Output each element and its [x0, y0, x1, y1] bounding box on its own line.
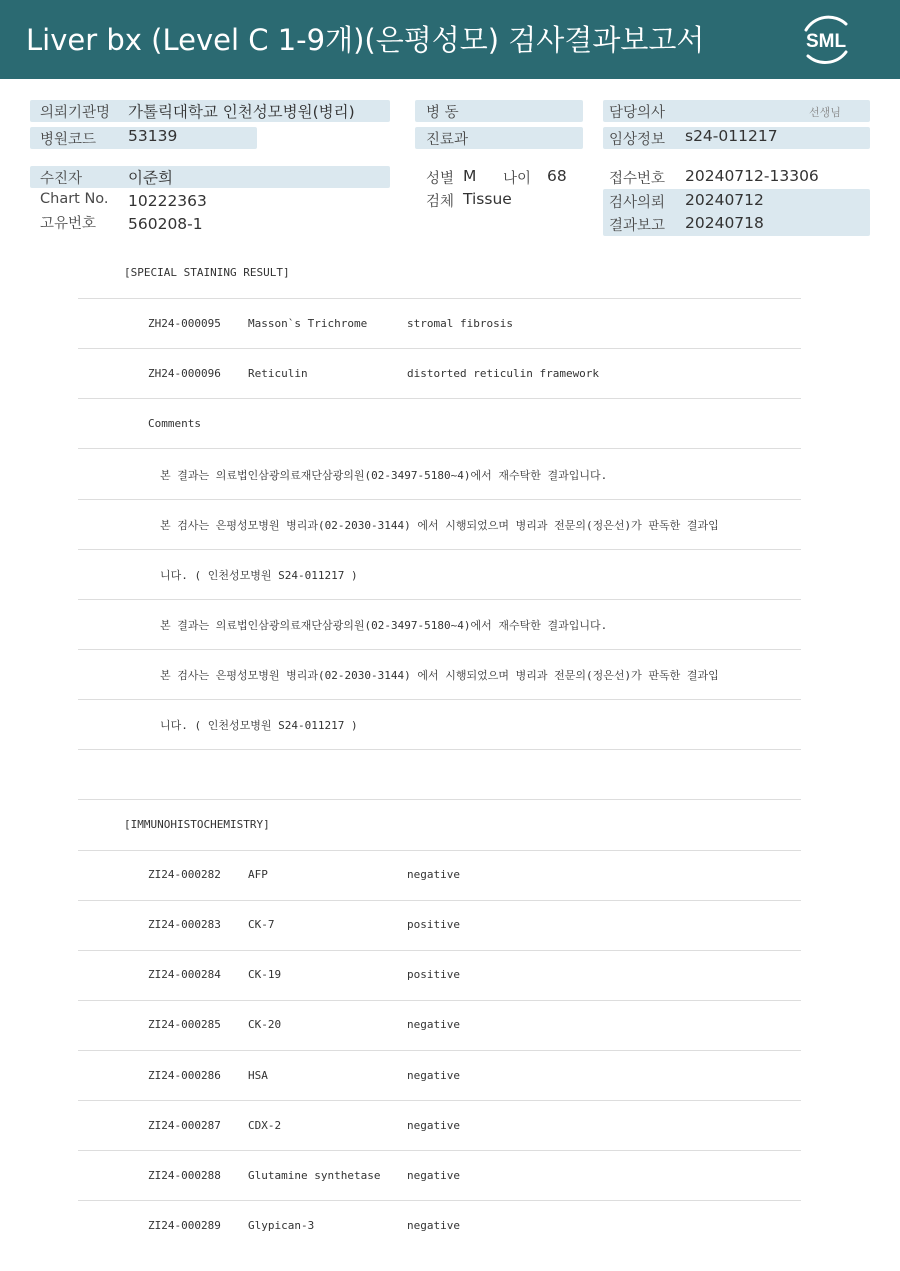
ihc-result: positive	[407, 968, 460, 981]
receipt-value: 20240712-13306	[685, 167, 819, 185]
divider	[78, 298, 801, 299]
specimen-label: 검체	[426, 194, 455, 210]
ihc-test: HSA	[248, 1069, 268, 1082]
age-value: 68	[547, 167, 567, 185]
ihc-code: ZI24-000288	[148, 1169, 221, 1182]
comment-line-4: 본 결과는 의료법인삼광의료재단삼광의원(02-3497-5180~4)에서 재수탁한 결과입니다.	[160, 619, 608, 632]
sml-logo	[796, 10, 856, 70]
age-label: 나이	[503, 171, 532, 187]
ihc-code: ZI24-000282	[148, 868, 221, 881]
comment-line-1: 본 결과는 의료법인삼광의료재단삼광의원(02-3497-5180~4)에서 재수탁한 결과입니다.	[160, 469, 608, 482]
ihc-code: ZI24-000285	[148, 1018, 221, 1031]
divider	[78, 1050, 801, 1051]
divider	[78, 499, 801, 500]
divider	[78, 850, 801, 851]
ihc-test: CK-19	[248, 968, 282, 981]
ihc-test: CDX-2	[248, 1119, 282, 1132]
report-header	[0, 0, 900, 79]
special-staining-header: [SPECIAL STAINING RESULT]	[124, 266, 290, 279]
divider	[78, 1000, 801, 1001]
divider	[78, 1100, 801, 1101]
ihc-result: negative	[407, 1119, 460, 1132]
patient-label: 수진자	[40, 171, 83, 187]
comments-label: Comments	[148, 417, 201, 430]
ihc-test: AFP	[248, 868, 268, 881]
comment-line-6: 니다. ( 인천성모병원 S24-011217 )	[160, 719, 358, 732]
divider	[78, 749, 801, 750]
special-code-1: ZH24-000095	[148, 317, 221, 330]
divider	[78, 900, 801, 901]
doctor-label: 담당의사	[609, 105, 666, 121]
ihc-code: ZI24-000287	[148, 1119, 221, 1132]
ihc-header: [IMMUNOHISTOCHEMISTRY]	[124, 818, 270, 831]
special-result-2: distorted reticulin framework	[407, 367, 600, 380]
patient-field-bg	[30, 166, 390, 188]
ihc-code: ZI24-000284	[148, 968, 221, 981]
patient-value: 이준희	[128, 169, 173, 187]
ihc-result: negative	[407, 1219, 460, 1232]
unique-id-label: 고유번호	[40, 216, 97, 232]
divider	[78, 799, 801, 800]
divider	[78, 1150, 801, 1151]
request-label: 검사의뢰	[609, 195, 666, 211]
specimen-value: Tissue	[463, 190, 512, 208]
sex-label: 성별	[426, 171, 455, 187]
ihc-code: ZI24-000289	[148, 1219, 221, 1232]
ihc-test: CK-20	[248, 1018, 282, 1031]
divider	[78, 448, 801, 449]
ihc-result: negative	[407, 1169, 460, 1182]
ihc-test: Glutamine synthetase	[248, 1169, 381, 1182]
dept-label: 진료과	[426, 132, 469, 148]
comment-line-3: 니다. ( 인천성모병원 S24-011217 )	[160, 569, 358, 582]
chart-value: 10222363	[128, 192, 207, 210]
hospital-code-label: 병원코드	[40, 132, 97, 148]
ihc-code: ZI24-000283	[148, 918, 221, 931]
report-date-value: 20240718	[685, 214, 764, 232]
clinical-info-label: 임상정보	[609, 132, 666, 148]
divider	[78, 549, 801, 550]
divider	[78, 649, 801, 650]
divider	[78, 1200, 801, 1201]
divider	[78, 699, 801, 700]
special-test-2: Reticulin	[248, 367, 308, 380]
divider	[78, 599, 801, 600]
comment-line-2: 본 검사는 은평성모병원 병리과(02-2030-3144) 에서 시행되었으며 병리과 전문의(정은선)가 판독한 결과입	[160, 519, 719, 532]
divider	[78, 348, 801, 349]
ihc-result: negative	[407, 868, 460, 881]
special-result-1: stromal fibrosis	[407, 317, 513, 330]
special-code-2: ZH24-000096	[148, 367, 221, 380]
hospital-code-value: 53139	[128, 127, 178, 145]
institution-value: 가톨릭대학교 인천성모병원(병리)	[128, 103, 355, 121]
ihc-code: ZI24-000286	[148, 1069, 221, 1082]
ihc-result: negative	[407, 1018, 460, 1031]
unique-id-value: 560208-1	[128, 215, 203, 233]
divider	[78, 950, 801, 951]
special-test-1: Masson`s Trichrome	[248, 317, 368, 330]
receipt-label: 접수번호	[609, 171, 666, 187]
doctor-suffix: 선생님	[809, 106, 841, 119]
divider	[78, 398, 801, 399]
chart-label: Chart No.	[40, 191, 109, 207]
ihc-result: positive	[407, 918, 460, 931]
ihc-test: CK-7	[248, 918, 275, 931]
ihc-result: negative	[407, 1069, 460, 1082]
request-value: 20240712	[685, 191, 764, 209]
ward-label: 병 동	[426, 105, 459, 121]
sex-value: M	[463, 167, 477, 185]
logo-text: SML	[805, 31, 847, 52]
report-date-label: 결과보고	[609, 218, 666, 234]
report-title: Liver bx (Level C 1-9개)(은평성모) 검사결과보고서	[26, 23, 705, 57]
clinical-info-value: s24-011217	[685, 127, 778, 145]
comment-line-5: 본 검사는 은평성모병원 병리과(02-2030-3144) 에서 시행되었으며 병리과 전문의(정은선)가 판독한 결과입	[160, 669, 719, 682]
ihc-test: Glypican-3	[248, 1219, 315, 1232]
institution-label: 의뢰기관명	[40, 105, 111, 121]
